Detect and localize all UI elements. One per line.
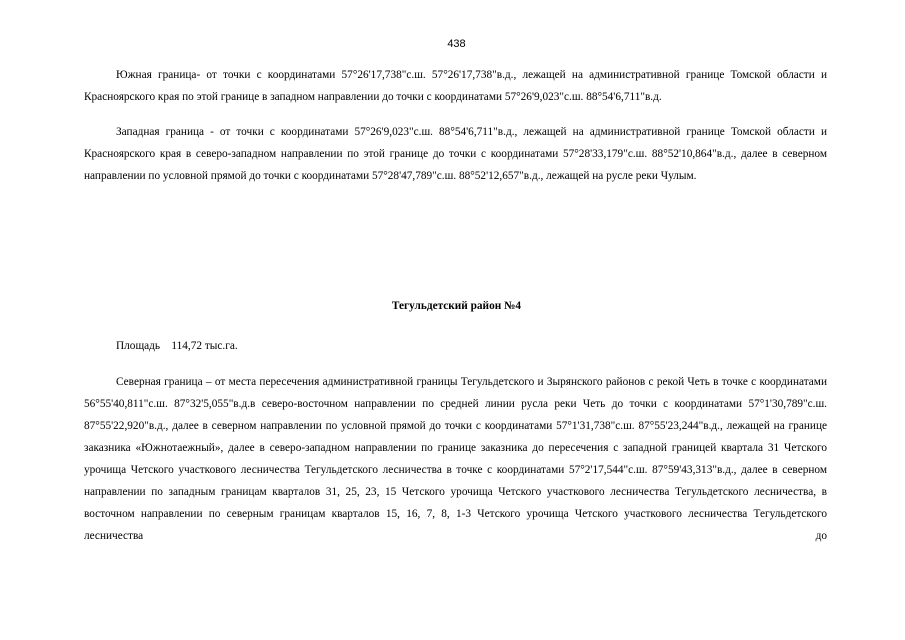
north-boundary-paragraph: Северная граница – от места пересечения административной границы Тегульдетского и Зырянского районов с рекой Четь в точке с координатами 56°55'40,811"с.ш. 87°32'5,055"в.д.в северо-восточном направлении по средней линии русла реки Четь до точки с координатами 57°1'30,789"с.ш. 87°55'22,920"в.д., далее в северном направлении по условной прямой до точки с координатами 57°1'31,738"с.ш. 87°55'23,244"в.д., лежащей на границе заказника «Южнотаежный», далее в северо-западном направлении по границе заказника до пересечения с западной границей квартала 31 Четского урочища Четского участкового лесничества Тегульдетского лесничества в точке с координатами 57°2'17,544"с.ш. 87°59'43,313"в.д., далее в северном направлении по западным границам кварталов 31, 25, 23, 15 Четского урочища Четского участкового лесничества Тегульдетского лесничества, в восточном направлении по северным границам кварталов 15, 16, 7, 8, 1-3 Четского урочища Четского участкового лесничества Тегульдетского лесничества до (84, 376, 827, 542)
area-label: Площадь (116, 340, 161, 352)
south-boundary-paragraph: Южная граница- от точки с координатами 57°26'17,738"с.ш. 57°26'17,738"в.д., лежащей на административной границе Томской области и Красноярского края по этой границе в западном направлении до точки с координатами 57°26'9,023"с.ш. 88°54'6,711"в.д. (84, 69, 827, 103)
west-boundary-paragraph: Западная граница - от точки с координатами 57°26'9,023"с.ш. 88°54'6,711"в.д., лежащей на административной границе Томской области и Красноярского края в северо-западном направлении по этой границе до точки с координатами 57°28'33,179"с.ш. 88°52'10,864"в.д., далее в северном направлении по условной прямой до точки с координатами 57°28'47,789"с.ш. 88°52'12,657"в.д., лежащей на русле реки Чулым. (84, 126, 827, 182)
section-heading: Тегульдетский район №4 (391, 300, 522, 312)
area-line (116, 335, 238, 357)
page-number: 438 (447, 38, 466, 50)
area-value: 114,72 тыс.га. (171, 340, 238, 352)
